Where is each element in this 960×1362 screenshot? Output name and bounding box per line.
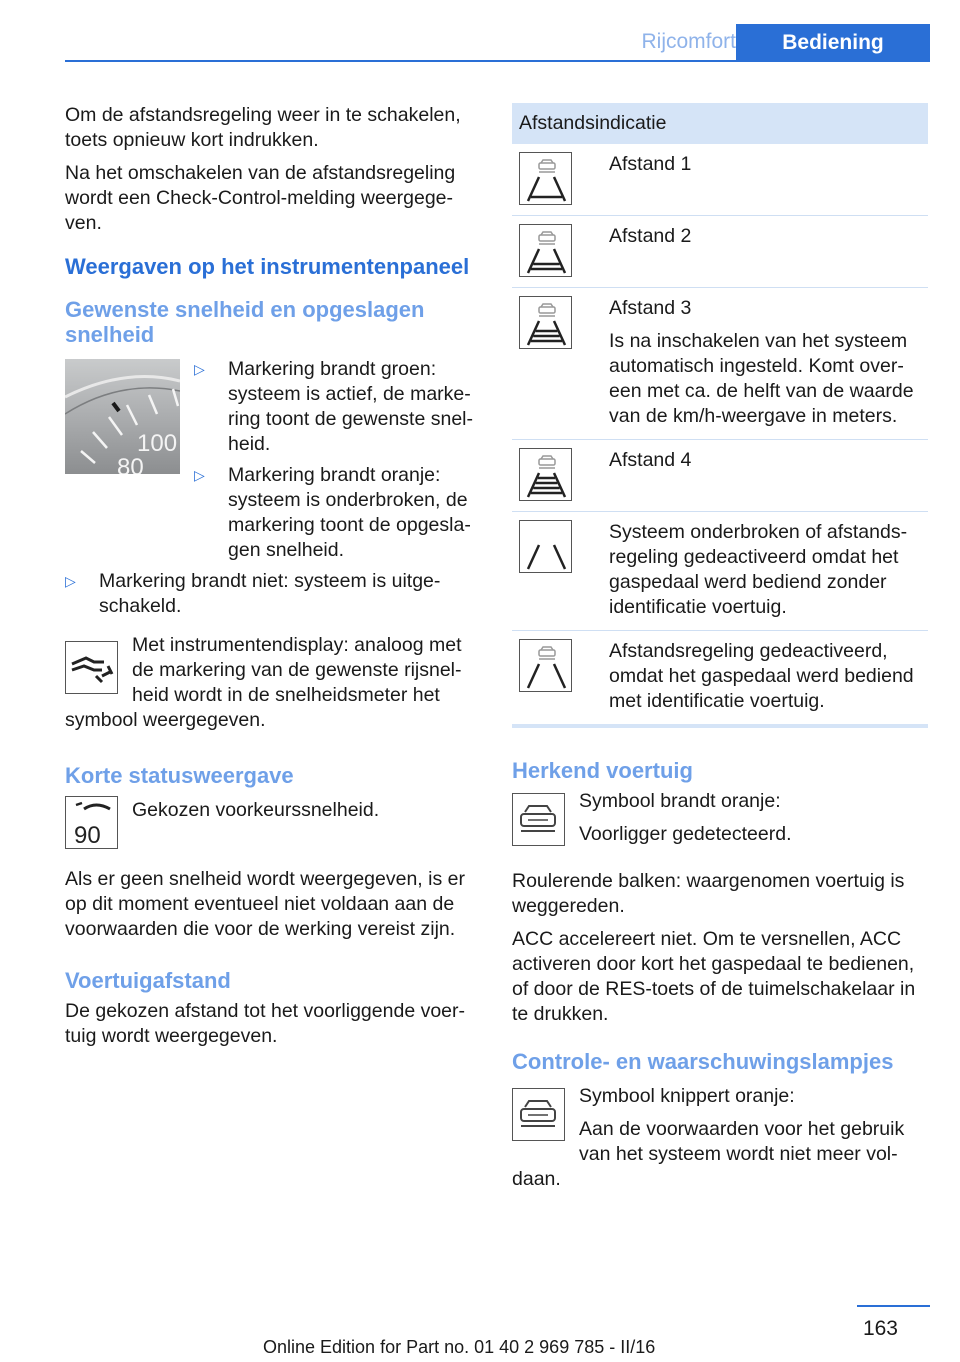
warning-line-2: Aan de voorwaarden voor het gebruik van het systeem wordt niet meer voldaan. xyxy=(512,1118,905,1190)
right-column xyxy=(512,103,928,1200)
row-text: Afstand 4 xyxy=(609,449,692,471)
distance-3-icon xyxy=(519,296,572,349)
footer-edition: Online Edition for Part no. 01 40 2 969 785 - II/16 xyxy=(263,1337,656,1357)
row-text: Afstand 3 xyxy=(609,297,692,319)
gauge-label-80: 80 xyxy=(117,454,144,474)
triangle-bullet-icon: ▷ xyxy=(194,361,205,377)
distance-2-icon xyxy=(519,224,572,277)
row-text: Afstand 2 xyxy=(609,225,692,247)
speed-90-icon xyxy=(65,796,118,849)
distance-table xyxy=(512,103,928,728)
heading-warning-lamps: Controle- en waarschuwingslampjes xyxy=(512,1049,894,1074)
page-number: 163 xyxy=(862,1317,898,1340)
triangle-bullet-icon: ▷ xyxy=(194,467,205,483)
header-rule xyxy=(65,60,930,62)
table-row xyxy=(512,512,928,631)
bullet-text: Markering brandt niet: systeem is uitgeschakeld. xyxy=(99,570,441,617)
table-row xyxy=(512,631,928,727)
table-row xyxy=(512,288,928,440)
speedometer-image xyxy=(65,359,180,474)
bullet-text: Markering brandt oranje: systeem is onderbroken, de markering toont de opgeslagen snelheid. xyxy=(228,464,471,561)
row-text: Afstand 1 xyxy=(609,153,692,175)
warning-line-1: Symbool knippert oranje: xyxy=(579,1085,795,1107)
heading-vehicle-detected: Herkend voertuig xyxy=(512,758,693,783)
header-tab-rijcomfort[interactable]: Rijcomfort xyxy=(641,30,736,53)
bullet-off xyxy=(65,569,480,619)
vehicle-section xyxy=(512,789,928,855)
paragraph-distance: De gekozen afstand tot het voorliggende voertuig wordt weergegeven. xyxy=(65,1000,466,1047)
speed-section xyxy=(65,357,480,619)
row-description: Is na inschakelen van het systeem automatisch ingesteld. Komt overeen met ca. de helft van de waarde van de km/h-weergave in meters. xyxy=(609,330,914,427)
distance-1-icon xyxy=(519,152,572,205)
paragraph-rolling-bars: Roulerende balken: waargenomen voertuig is weggereden. xyxy=(512,870,905,917)
bullet-orange xyxy=(194,463,480,563)
heading-desired-speed: Gewenste snelheid en opgeslagen snelheid xyxy=(65,297,425,347)
table-row xyxy=(512,440,928,512)
paragraph-no-speed: Als er geen snelheid wordt weergegeven, is er op dit moment eventueel niet voldaan aan de voorwaarden die voor de werking vereist zijn. xyxy=(65,868,465,940)
display-section xyxy=(65,633,480,741)
triangle-bullet-icon: ▷ xyxy=(65,573,76,589)
vehicle-line-2: Voorligger gedetecteerd. xyxy=(579,823,792,845)
heading-vehicle-distance: Voertuigafstand xyxy=(65,968,231,993)
car-warning-icon xyxy=(512,1088,565,1141)
heading-instrument-displays: Weergaven op het instrumentenpaneel xyxy=(65,254,470,279)
paragraph-reactivate: Om de afstandsregeling weer in te schakelen, toets opnieuw kort indrukken. xyxy=(65,104,461,151)
footer-rule xyxy=(857,1305,930,1307)
warning-section xyxy=(512,1084,928,1192)
heading-short-status: Korte statusweergave xyxy=(65,763,294,788)
paragraph-instrument-display: Met instrumentendisplay: analoog met de markering van de gewenste rijsnelheid wordt in de snelheidsmeter het symbool weergegeven. xyxy=(65,634,462,731)
bullet-green xyxy=(194,357,480,457)
table-row xyxy=(512,216,928,288)
vehicle-line-1: Symbool brandt oranje: xyxy=(579,790,781,812)
car-icon xyxy=(512,793,565,846)
lanes-car-icon xyxy=(519,639,572,692)
gauge-label-100: 100 xyxy=(137,430,178,457)
paragraph-acc: ACC accelereert niet. Om te versnellen, ACC activeren door kort het gaspedaal te bedienen, of door de RES-toets of de tuimelschakelaar in te drukken. xyxy=(512,928,916,1025)
status-section xyxy=(65,798,480,855)
bullet-text: Markering brandt groen: systeem is actief, de markering toont de gewenste snelheid. xyxy=(228,358,473,455)
paragraph-status: Gekozen voorkeurssnelheid. xyxy=(132,799,380,821)
row-text: Systeem onderbroken of afstandsregeling gedeactiveerd omdat het gaspedaal werd bediend zonder identificatie voertuig. xyxy=(609,521,908,618)
lanes-only-icon xyxy=(519,520,572,573)
table-header: Afstandsindicatie xyxy=(512,103,928,144)
distance-4-icon xyxy=(519,448,572,501)
paragraph-switch: Na het omschakelen van de afstandsregeling wordt een Check-Control-melding weergegeven. xyxy=(65,162,456,234)
table-row xyxy=(512,144,928,216)
speed-marker-icon xyxy=(65,641,118,694)
row-text: Afstandsregeling gedeactiveerd, omdat het gaspedaal werd bediend met identificatie voertuig. xyxy=(609,640,914,712)
left-column xyxy=(65,103,480,1057)
speed-90-label: 90 xyxy=(74,822,101,847)
header-tab-bediening[interactable]: Bediening xyxy=(736,24,930,62)
